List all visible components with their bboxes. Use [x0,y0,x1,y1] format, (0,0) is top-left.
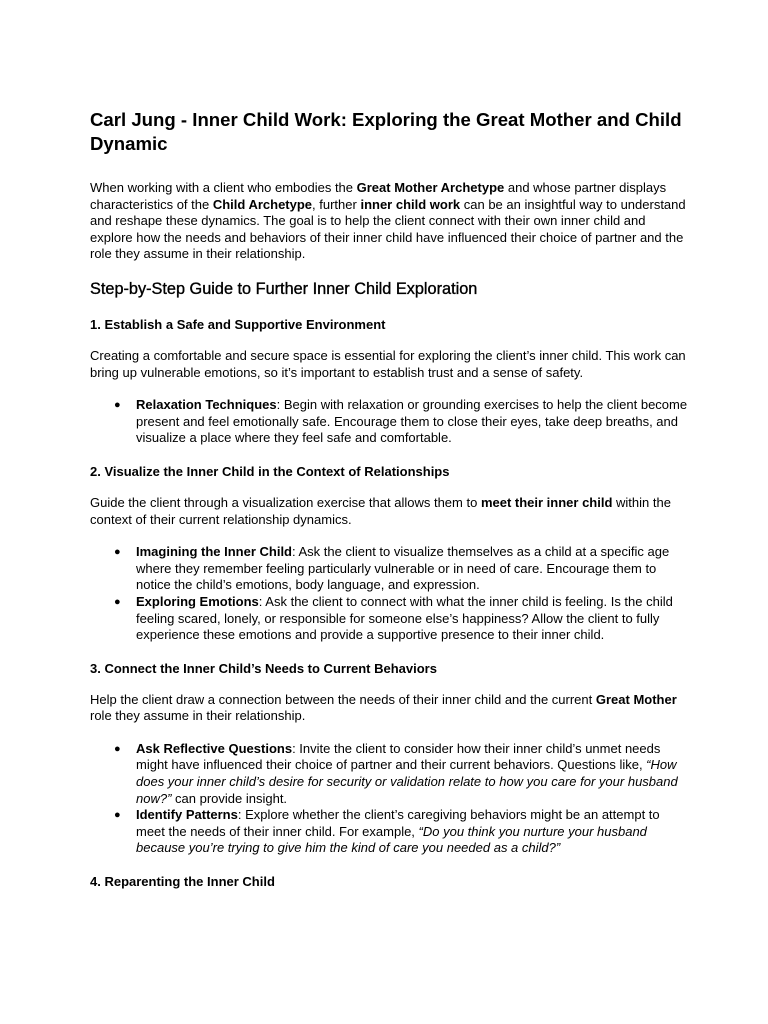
step3-heading: 3. Connect the Inner Child’s Needs to Current Behaviors [90,660,437,676]
list-item: ● Identify Patterns: Explore whether the client’s caregiving behaviors might be an attempt to meet the needs of their inner child. For example, “Do you think you nurture your husband because you’re trying to give him the kind of care you needed as a child?” [114,807,660,856]
guide-heading: Step-by-Step Guide to Further Inner Child Exploration [90,279,478,298]
step1-list [90,397,690,447]
bullet-icon: ● [114,595,121,608]
step4-heading: 4. Reparenting the Inner Child [90,874,275,890]
bullet-icon: ● [114,399,121,412]
list-item: ● Ask Reflective Questions: Invite the client to consider how their inner child’s unmet needs might have influenced their choice of partner and their current behaviors. Questions like, “How does your inner child’s desire for security or validation relate to how you care for your husband now?” can provide insight. [114,740,678,806]
step1-paragraph: Creating a comfortable and secure space is essential for exploring the client’s inner child. This work can bring up vulnerable emotions, so it’s important to establish trust and a sense of safety. [90,347,686,380]
list-item: ● Imagining the Inner Child: Ask the client to visualize themselves as a child at a specific age where they remember feeling particularly vulnerable or in need of care. Encourage them to notice the child’s emotions, body language, and expression. [114,544,670,593]
list-item: ● Exploring Emotions: Ask the client to connect with what the inner child is feeling. Is the child feeling scared, lonely, or responsible for someone else’s happiness? Allow the client to fully experience these emotions and provide a supportive presence to their inner child. [114,593,673,643]
document-body [90,108,690,905]
step3-paragraph: Help the client draw a connection between the needs of their inner child and the current Great Mother role they assume in their relationship. [90,691,677,724]
bullet-icon: ● [114,742,121,755]
step2-heading: 2. Visualize the Inner Child in the Context of Relationships [90,463,450,479]
bullet-icon: ● [114,809,121,822]
step2-list [90,544,690,644]
bullet-icon: ● [114,546,121,559]
document-title: Carl Jung - Inner Child Work: Exploring the Great Mother and Child Dynamic [90,109,682,154]
step3-list [90,741,690,857]
step2-paragraph: Guide the client through a visualization exercise that allows them to meet their inner child within the context of their current relationship dynamics. [90,494,671,527]
list-item: ● Relaxation Techniques: Begin with relaxation or grounding exercises to help the client become present and feel emotionally safe. Encourage them to close their eyes, take deep breaths, and visualize a place where they feel safe and comfortable. [114,397,688,446]
step1-heading: 1. Establish a Safe and Supportive Environment [90,316,386,332]
intro-paragraph: When working with a client who embodies the Great Mother Archetype and whose partner displays characteristics of the Child Archetype, further inner child work can be an insightful way to understand and reshape these dynamics. The goal is to help the client connect with their own inner child and explore how the needs and behaviors of their inner child have influenced their choice of partner and the role they assume in their relationship. [90,180,686,262]
